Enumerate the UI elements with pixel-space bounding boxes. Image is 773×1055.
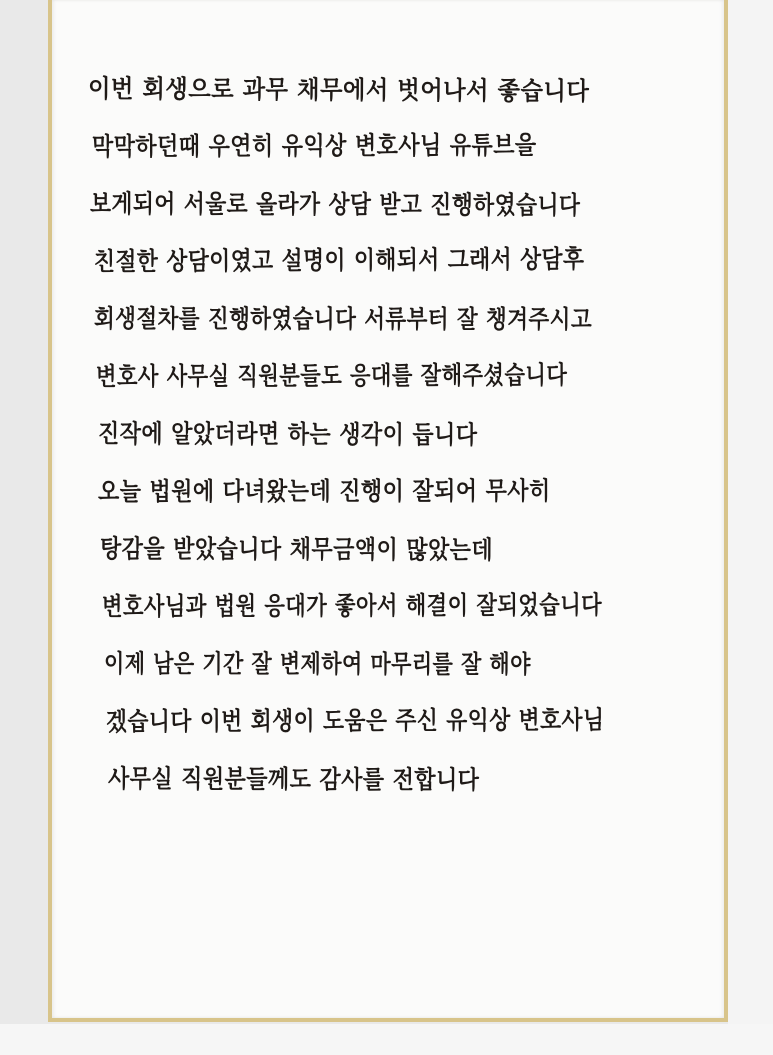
background-strip-bottom xyxy=(0,1024,773,1055)
letter-line: 막막하던때 우연히 유익상 변호사님 유튜브을 xyxy=(91,129,537,161)
letter-line: 이번 회생으로 과무 채무에서 벗어나서 좋습니다 xyxy=(87,74,590,106)
letter-line: 진작에 알았더라면 하는 생각이 듭니다 xyxy=(97,419,478,450)
letter-line: 친절한 상담이였고 설명이 이해되서 그래서 상담후 xyxy=(93,243,585,276)
letter-line: 변호사님과 법원 응대가 좋아서 해결이 잘되었습니다 xyxy=(101,589,603,621)
letter-line: 사무실 직원분들께도 감사를 전합니다 xyxy=(107,764,480,795)
background-strip-right xyxy=(728,0,773,1040)
letter-line: 오늘 법원에 다녀왔는데 진행이 잘되어 무사히 xyxy=(97,475,551,506)
letter-line: 겠습니다 이번 회생이 도움은 주신 유익상 변호사님 xyxy=(105,704,605,736)
letter-line: 회생절차를 진행하였습니다 서류부터 잘 챙겨주시고 xyxy=(93,304,593,334)
letter-line: 이제 남은 기간 잘 변제하여 마무리를 잘 해야 xyxy=(103,649,531,679)
handwritten-letter xyxy=(87,60,722,808)
letter-line: 보게되어 서울로 올라가 상담 받고 진행하였습니다 xyxy=(89,189,581,220)
letter-line: 탕감을 받았습니다 채무금액이 많았는데 xyxy=(99,534,494,565)
letter-line: 변호사 사무실 직원분들도 응대를 잘해주셨습니다 xyxy=(95,359,568,391)
